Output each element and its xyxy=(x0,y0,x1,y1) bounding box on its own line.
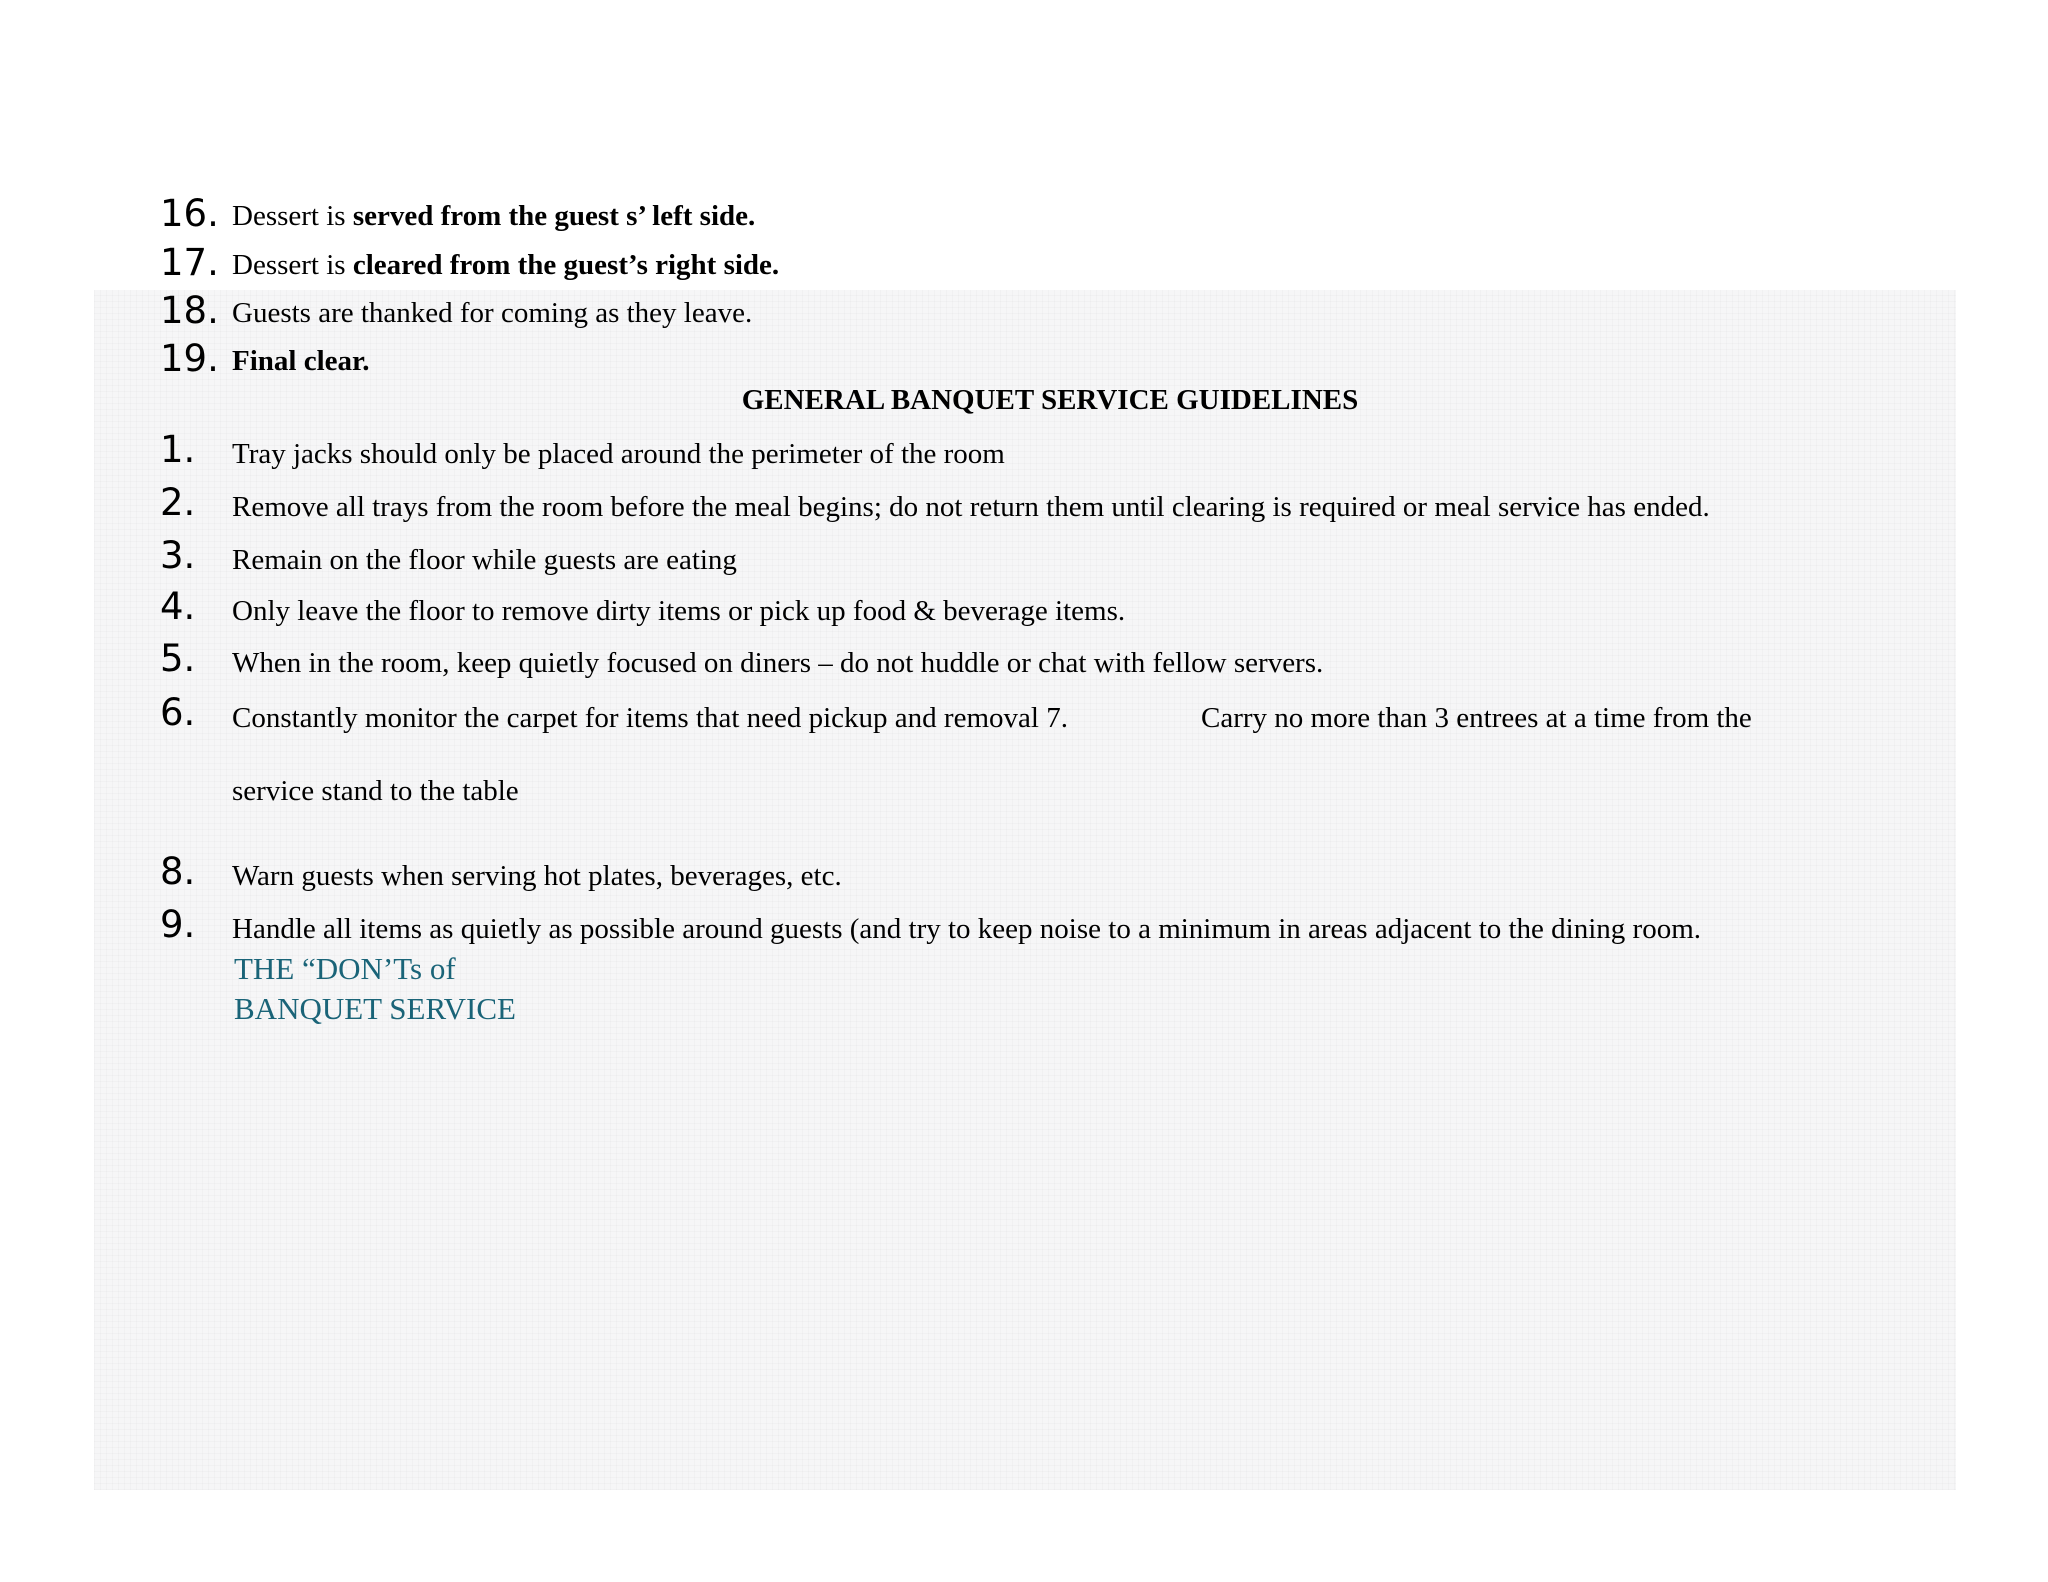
item-text: Guests are thanked for coming as they leave. xyxy=(232,297,753,329)
guideline-text: Warn guests when serving hot plates, beverages, etc. xyxy=(232,860,842,892)
item-text xyxy=(232,251,779,280)
item-text-bold: served from the guest s’ left side. xyxy=(352,200,756,232)
guideline-number: 9. xyxy=(160,903,196,946)
section-heading: GENERAL BANQUET SERVICE GUIDELINES xyxy=(741,384,1359,416)
item-text-plain: Dessert is xyxy=(232,249,346,281)
item-text-plain: Dessert is xyxy=(232,200,346,232)
item-text-bold: cleared from the guest’s right side. xyxy=(352,249,780,281)
guideline-number: 4. xyxy=(160,585,196,628)
donts-heading-line2: BANQUET SERVICE xyxy=(234,991,516,1026)
item-text xyxy=(232,202,755,231)
guideline-text: Constantly monitor the carpet for items that need pickup and removal 7. xyxy=(232,702,1068,734)
guideline-text: When in the room, keep quietly focused on diners – do not huddle or chat with fellow servers. xyxy=(232,647,1324,679)
guideline-number: 1. xyxy=(160,428,196,471)
guideline-text: Remain on the floor while guests are eating xyxy=(232,544,737,576)
guideline-text-wrapped: service stand to the table xyxy=(232,775,519,807)
donts-heading-line1: THE “DON’Ts of xyxy=(234,951,456,986)
guideline-text: Only leave the floor to remove dirty items or pick up food & beverage items. xyxy=(232,595,1126,627)
guideline-number: 6. xyxy=(160,691,196,734)
guideline-number: 8. xyxy=(160,850,196,893)
item-number: 16. xyxy=(160,192,219,235)
guideline-text-continued: Carry no more than 3 entrees at a time from the xyxy=(1201,702,1752,734)
guideline-text: Remove all trays from the room before the meal begins; do not return them until clearing is required or meal service has ended. xyxy=(232,491,1710,523)
item-text: Final clear. xyxy=(232,345,370,377)
guideline-number: 3. xyxy=(160,534,196,577)
item-number: 17. xyxy=(160,241,219,284)
item-number: 18. xyxy=(160,289,219,332)
item-number: 19. xyxy=(160,337,219,380)
guideline-text: Handle all items as quietly as possible around guests (and try to keep noise to a minimum in areas adjacent to the dining room. xyxy=(232,913,1702,945)
guideline-number: 2. xyxy=(160,481,196,524)
guideline-number: 5. xyxy=(160,637,196,680)
guideline-text: Tray jacks should only be placed around the perimeter of the room xyxy=(232,438,1005,470)
